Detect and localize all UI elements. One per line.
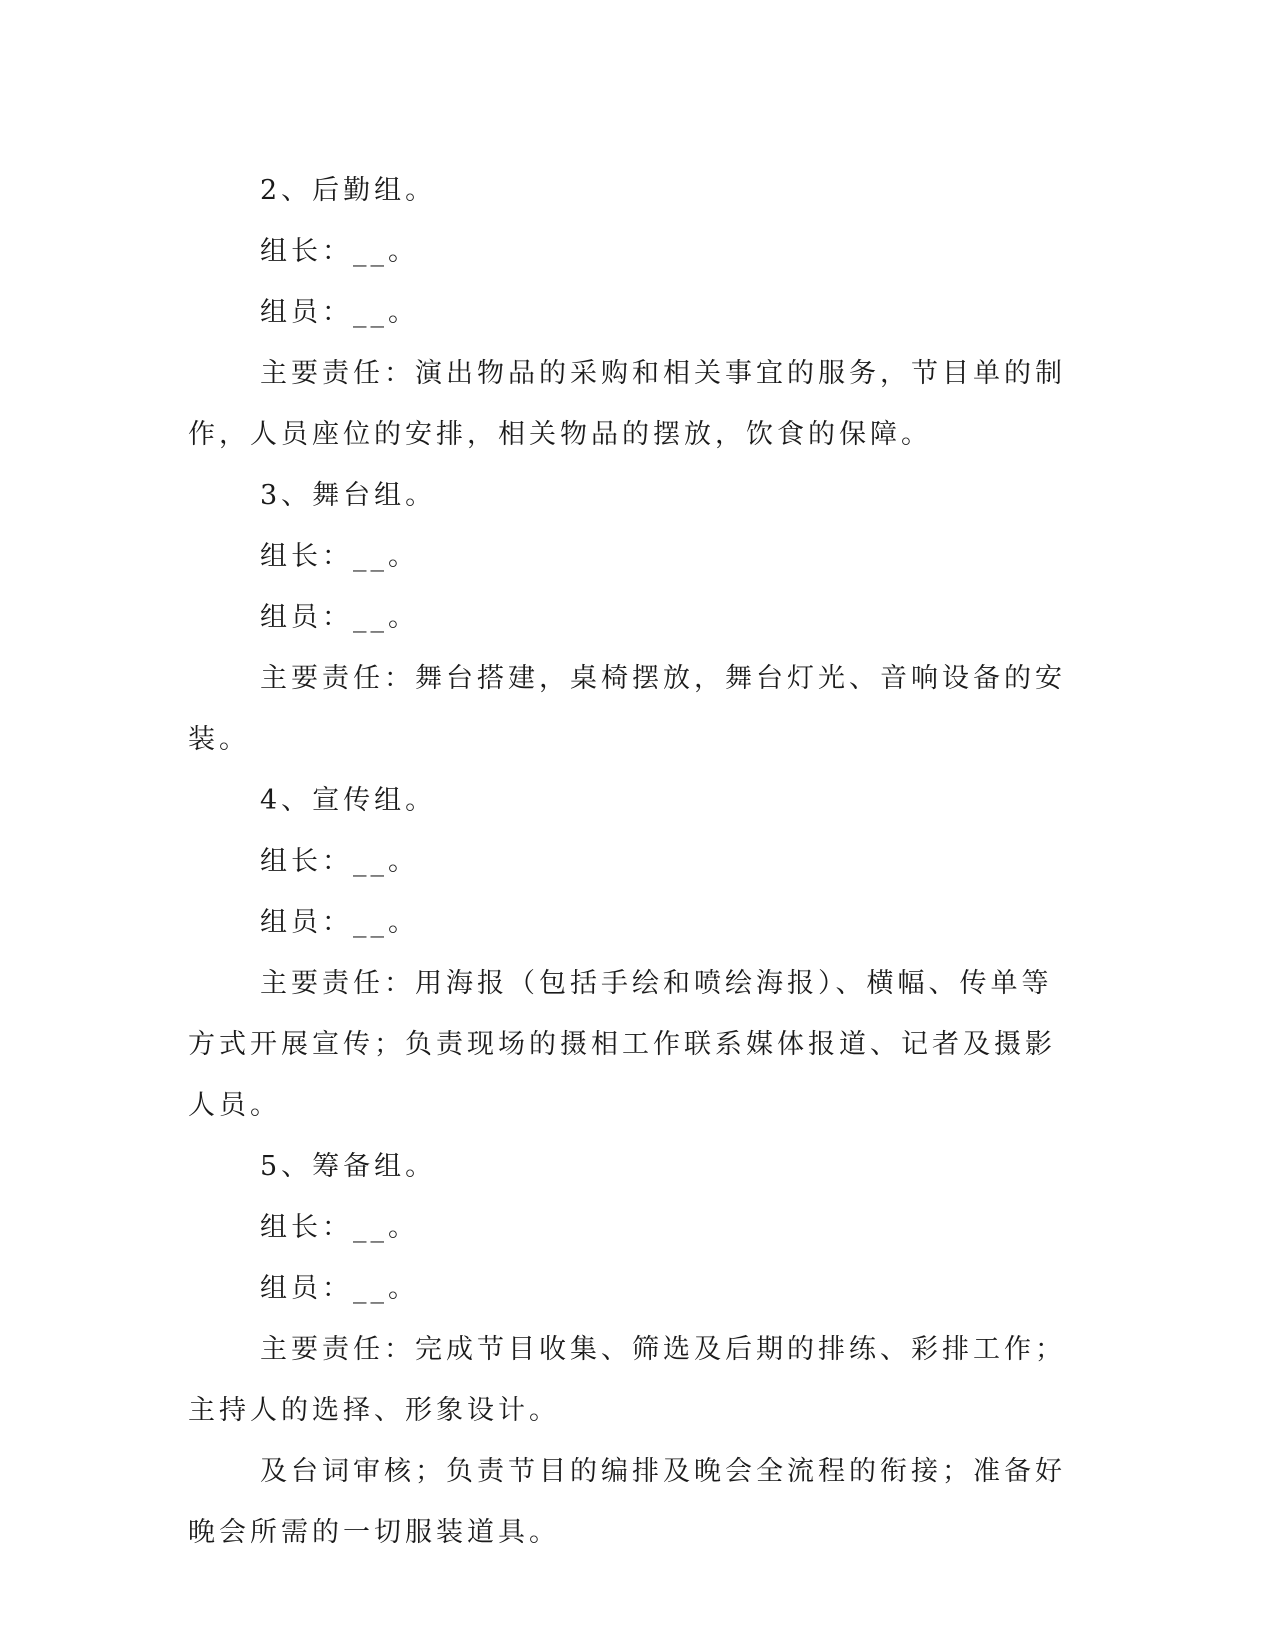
stage-responsibilities: 主要责任：舞台搭建，桌椅摆放，舞台灯光、音响设备的安装。: [188, 663, 1066, 755]
stage-leader-line: 组长：__。: [260, 541, 419, 572]
publicity-members-line: 组员：__。: [260, 907, 419, 938]
heading-logistics-group: 2、后勤组。: [260, 175, 437, 206]
document-body: [188, 160, 1068, 1563]
heading-stage-group: 3、舞台组。: [260, 480, 437, 511]
stage-members-line: 组员：__。: [260, 602, 419, 633]
logistics-leader-line: 组长：__。: [260, 236, 419, 267]
publicity-leader-line: 组长：__。: [260, 846, 419, 877]
preparation-responsibilities: 主要责任：完成节目收集、筛选及后期的排练、彩排工作；主持人的选择、形象设计。: [188, 1334, 1066, 1426]
preparation-responsibilities-continued: 及台词审核；负责节目的编排及晚会全流程的衔接；准备好晚会所需的一切服装道具。: [188, 1456, 1066, 1548]
logistics-responsibilities: 主要责任：演出物品的采购和相关事宜的服务，节目单的制作，人员座位的安排，相关物品的摆放，饮食的保障。: [188, 358, 1066, 450]
logistics-members-line: 组员：__。: [260, 297, 419, 328]
heading-preparation-group: 5、筹备组。: [260, 1151, 437, 1182]
heading-publicity-group: 4、宣传组。: [260, 785, 437, 816]
preparation-members-line: 组员：__。: [260, 1273, 419, 1304]
publicity-responsibilities: 主要责任：用海报（包括手绘和喷绘海报）、横幅、传单等方式开展宣传；负责现场的摄相工作联系媒体报道、记者及摄影人员。: [188, 968, 1056, 1121]
preparation-leader-line: 组长：__。: [260, 1212, 419, 1243]
